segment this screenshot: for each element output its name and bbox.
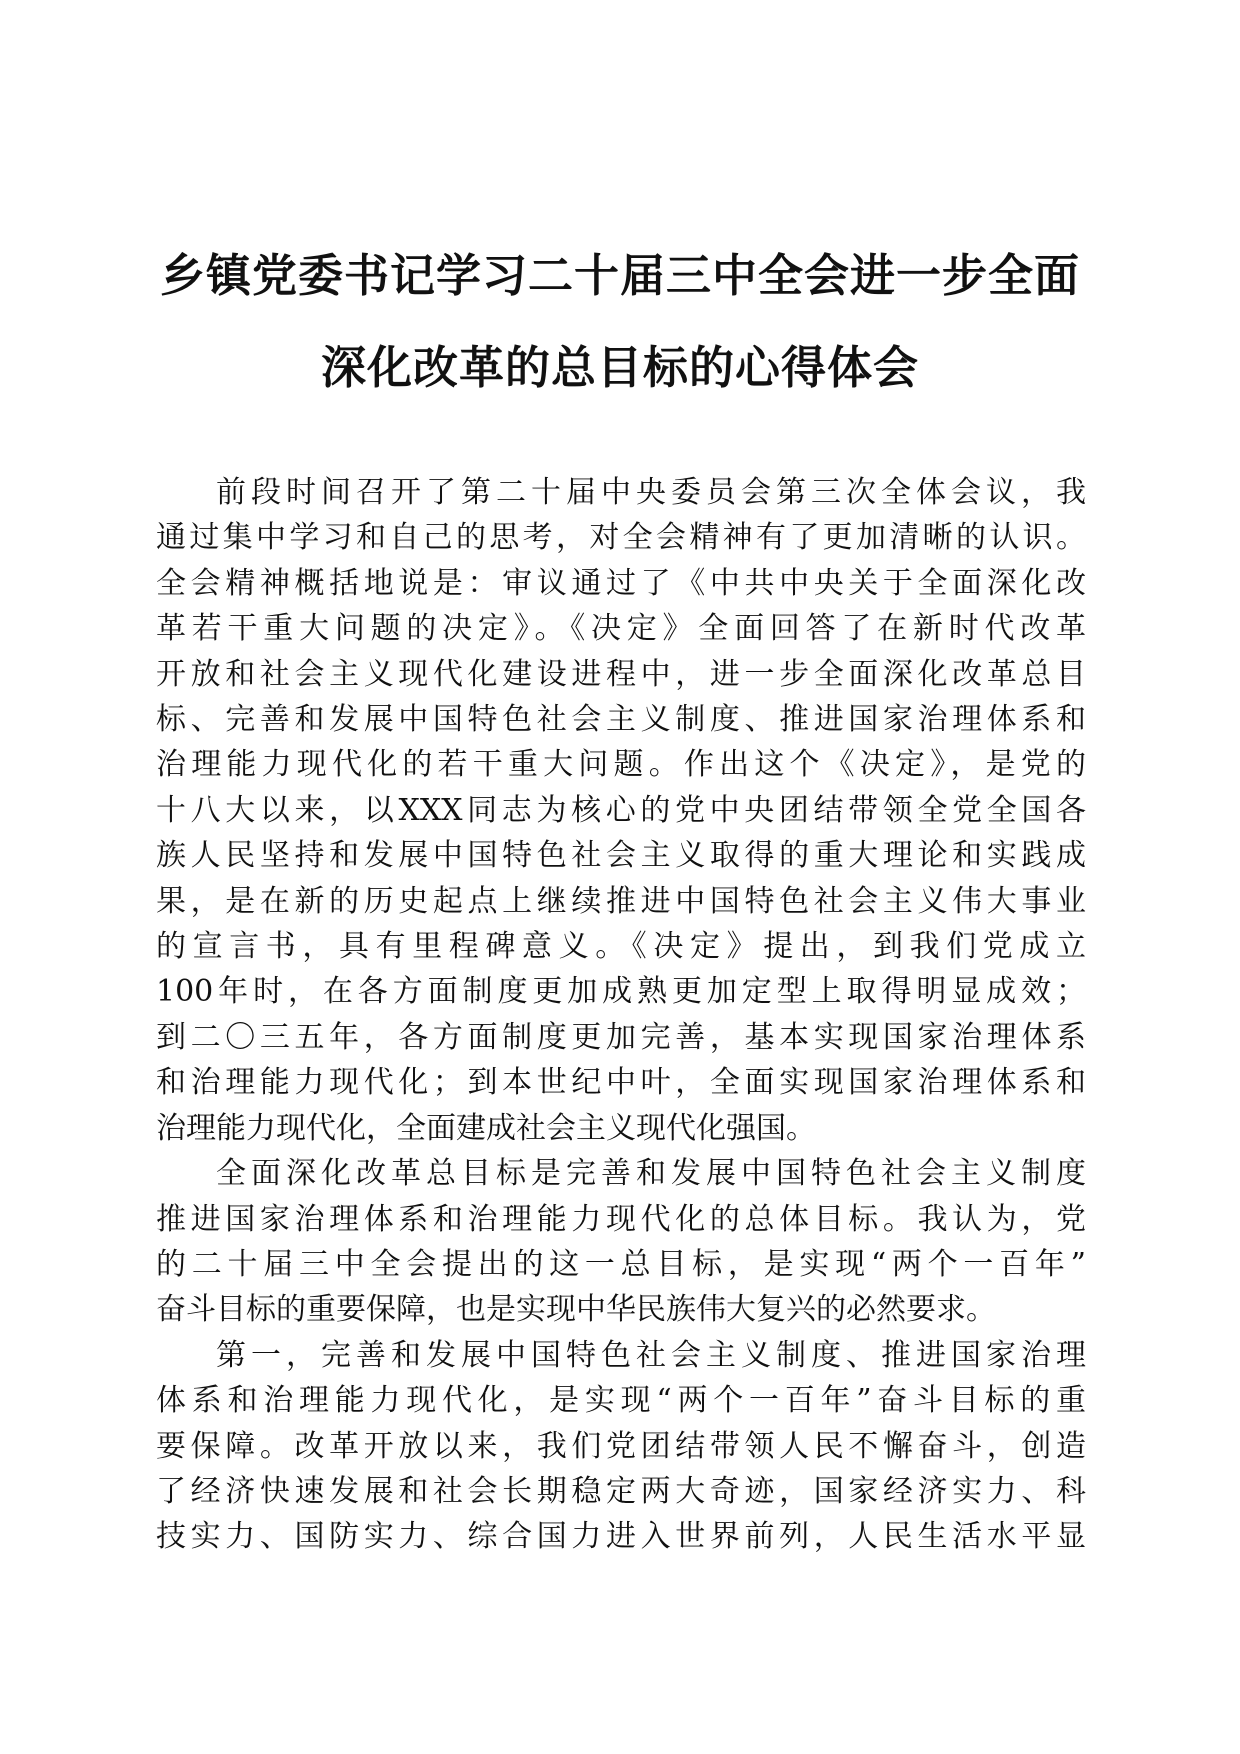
text-line: 治理能力现代化，全面建成社会主义现代化强国。 <box>156 1110 816 1146</box>
text-line: 开放和社会主义现代化建设进程中，进一步全面深化改革总目 <box>156 656 1086 692</box>
paragraph <box>156 470 1086 1151</box>
text-line: 全面深化改革总目标是完善和发展中国特色社会主义制度 <box>216 1156 1086 1192</box>
text-line: 革若干重大问题的决定》。《决定》全面回答了在新时代改革 <box>156 611 1086 647</box>
text-line: 奋斗目标的重要保障，也是实现中华民族伟大复兴的必然要求。 <box>156 1292 996 1328</box>
paragraph <box>156 1333 1086 1560</box>
text-line: 和治理能力现代化；到本世纪中叶，全面实现国家治理体系和 <box>156 1065 1086 1101</box>
text-line: 技实力、国防实力、综合国力进入世界前列，人民生活水平显 <box>156 1519 1086 1555</box>
text-line: 到二〇三五年，各方面制度更加完善，基本实现国家治理体系 <box>156 1019 1086 1055</box>
text-line: 通过集中学习和自己的思考，对全会精神有了更加清晰的认识。 <box>156 520 1086 556</box>
text-line: 推进国家治理体系和治理能力现代化的总体目标。我认为，党 <box>156 1201 1086 1237</box>
document-title <box>150 230 1090 414</box>
text-line: 体系和治理能力现代化，是实现“两个一百年”奋斗目标的重 <box>156 1383 1086 1419</box>
title-line-2: 深化改革的总目标的心得体会 <box>320 341 919 394</box>
text-line: 的宣言书，具有里程碑意义。《决定》提出，到我们党成立 <box>156 929 1086 965</box>
text-line: 的二十届三中全会提出的这一总目标，是实现“两个一百年” <box>156 1246 1086 1282</box>
text-line: 族人民坚持和发展中国特色社会主义取得的重大理论和实践成 <box>156 838 1086 874</box>
text-line: 要保障。改革开放以来，我们党团结带领人民不懈奋斗，创造 <box>156 1428 1086 1464</box>
document-body <box>156 470 1086 1560</box>
text-line: 100年时，在各方面制度更加成熟更加定型上取得明显成效； <box>156 974 1086 1010</box>
text-line: 全会精神概括地说是：审议通过了《中共中央关于全面深化改 <box>156 565 1086 601</box>
paragraph <box>156 1151 1086 1333</box>
title-line-1: 乡镇党委书记学习二十届三中全会进一步全面 <box>159 249 1080 302</box>
text-line: 前段时间召开了第二十届中央委员会第三次全体会议，我 <box>216 475 1086 510</box>
text-line: 治理能力现代化的若干重大问题。作出这个《决定》，是党的 <box>156 747 1086 783</box>
text-line: 第一，完善和发展中国特色社会主义制度、推进国家治理 <box>216 1337 1086 1373</box>
text-line: 十八大以来，以XXX同志为核心的党中央团结带领全党全国各 <box>156 792 1086 828</box>
text-line: 了经济快速发展和社会长期稳定两大奇迹，国家经济实力、科 <box>156 1473 1086 1509</box>
text-line: 果，是在新的历史起点上继续推进中国特色社会主义伟大事业 <box>156 883 1086 919</box>
text-line: 标、完善和发展中国特色社会主义制度、推进国家治理体系和 <box>156 702 1086 738</box>
